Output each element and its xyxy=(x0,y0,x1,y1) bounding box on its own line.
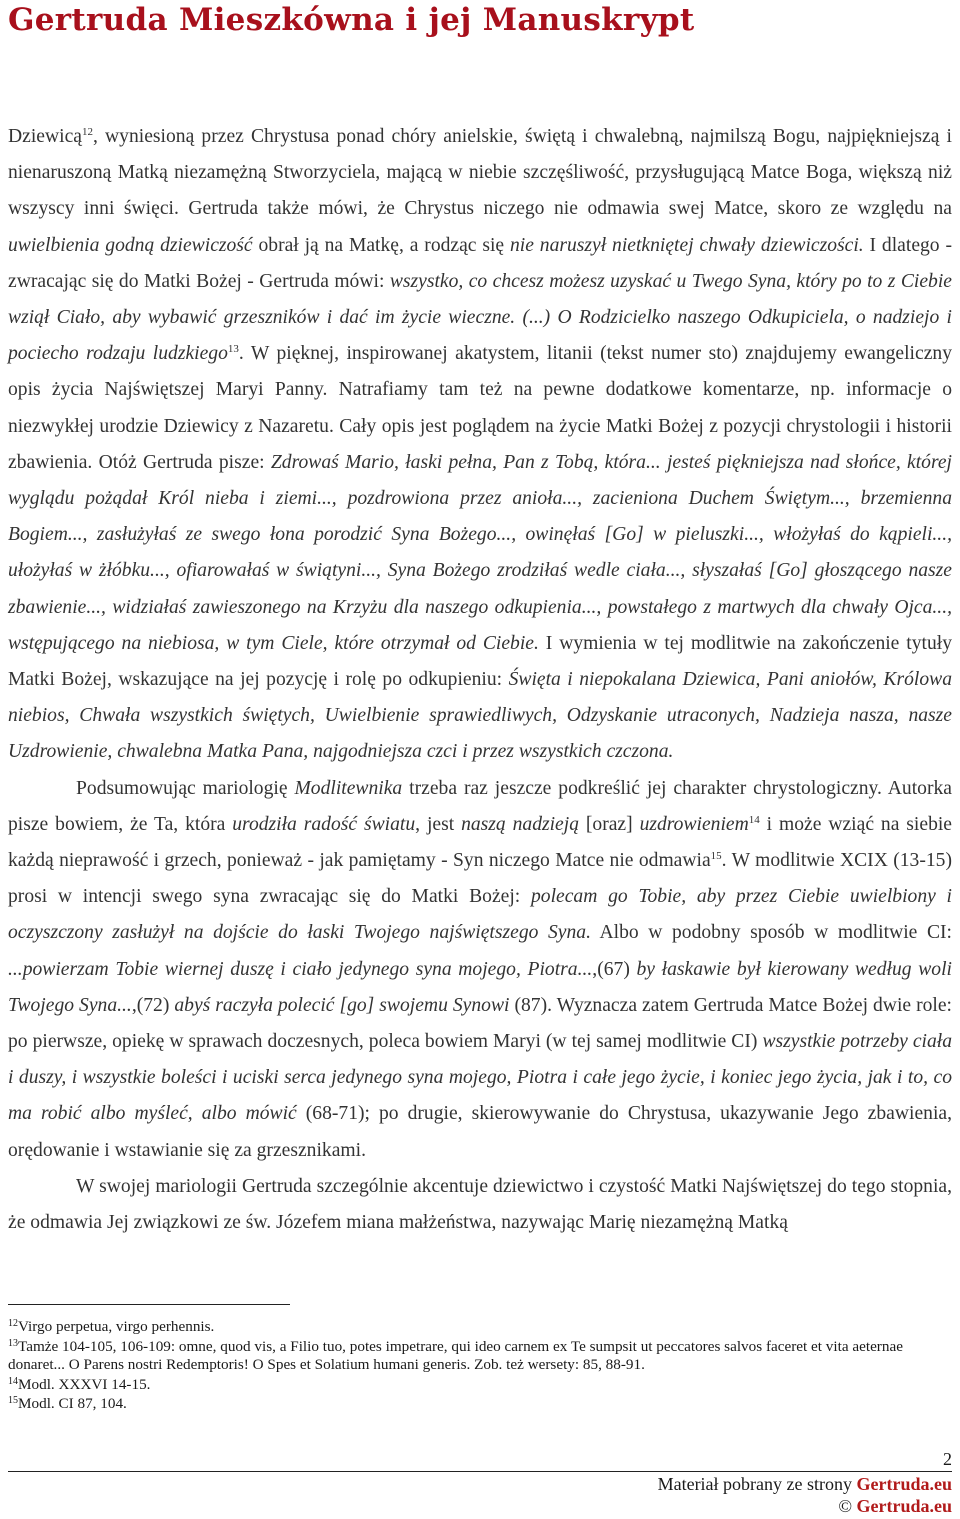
italic-text: Modlitewnika xyxy=(294,777,403,799)
footnote-text: Modl. XXXVI 14-15. xyxy=(18,1375,151,1393)
italic-text: Święta i niepokalana Dziewica, Pani aniołów, Królowa niebios, Chwała wszystkich świętych, Uwielbienie sprawiedliwych, Odzyskanie utraconych, Nadzieja nasza, nasze Uzdrowienie, chwalebna Matka Pana, najgodniejsza czci i przez wszystkich czczona. xyxy=(8,669,952,763)
copyright-symbol: © xyxy=(838,1496,857,1516)
text-run: I wymienia w tej modlitwie na zakończenie tytuły Matki Bożej, wskazujące na jej pozycję i rolę po odkupieniu: xyxy=(8,632,952,691)
text-run: (87). Wyznacza zatem Gertruda Matce Bożej dwie role: po pierwsze, opiekę w sprawach doczesnych, poleca bowiem Maryi (w tej samej modlitwie CI) xyxy=(8,994,952,1053)
italic-text: naszą nadzieją xyxy=(461,813,579,835)
italic-text: Zdrowaś Mario, łaski pełna, Pan z Tobą, która... jesteś piękniejsza nad słońce, której wyglądu pożądał Król nieba i ziemi..., pozdrowiona przez anioła..., zacieniona Duchem Świętym..., brzemienna Bogiem..., zasłużyłaś ze swego łona porodzić Syna Bożego..., owinęłaś [Go] w pieluszki..., włożyłaś do kąpieli..., ułożyłaś w żłóbku..., ofiarowałaś w świątyni..., Syna Bożego zrodziłaś wedle ciała..., słyszałaś [Go] głoszącego nasze zbawienie..., widziałaś zawieszonego na Krzyżu dla naszego odkupienia..., powstałego z martwych dla chwały Ojca..., wstępującego na niebiosa, w tym Ciele, które otrzymał od Ciebie. xyxy=(8,451,952,654)
footnote-number: 12 xyxy=(8,1318,18,1329)
italic-text: nie naruszył nietkniętej chwały dziewiczości. xyxy=(509,234,864,256)
article-body xyxy=(8,119,952,1241)
italic-text: abyś raczyła polecić [go] swojemu Synowi xyxy=(174,994,510,1016)
footnote-number: 13 xyxy=(8,1337,18,1349)
text-run: . W modlitwie XCIX (13-15) prosi w intencji swego syna zwracając się do Matki Bożej: xyxy=(8,850,952,908)
text-run: , jest xyxy=(415,813,462,835)
footnote-divider xyxy=(8,1304,290,1305)
footnotes xyxy=(8,1318,952,1415)
footnote xyxy=(8,1318,952,1336)
body-paragraph xyxy=(8,1169,952,1241)
footer-source xyxy=(658,1474,952,1495)
footnote-ref: 14 xyxy=(748,813,760,826)
text-run: i może wziąć na siebie każdą nieprawość i grzech, ponieważ - jak pamiętamy - Syn niczego Matce nie odmawia xyxy=(8,813,953,872)
footnote xyxy=(8,1395,952,1413)
text-run: . W pięknej, inspirowanej akatystem, litanii (tekst numer sto) znajdujemy ewangeliczny opis życia Najświętszej Maryi Panny. Natrafiamy tam też na pewne dodatkowe komentarze, np. informacje o niezwykłej urodzie Dziewicy z Nazaretu. Cały opis jest poglądem na życie Matki Bożej z pozycji chrystologii i historii zbawienia. Otóż Gertruda pisze: xyxy=(8,343,952,473)
footnote xyxy=(8,1338,952,1374)
footnote-text: Virgo perpetua, virgo perhennis. xyxy=(18,1318,215,1335)
footnote-text: Tamże 104-105, 106-109: omne, quod vis, a Filio tuo, potes impetrare, qui ideo carnem ex Te sumpsit ut peccatores salvos faceret et vita aeternae donaret... O Parens nostri Redemptoris! O Spes et Solatium humani generis. Zob. też wersety: 85, 88-91. xyxy=(8,1337,903,1373)
text-run: Albo w podobny sposób w modlitwie CI: xyxy=(590,922,952,944)
footnote-ref: 13 xyxy=(227,343,239,356)
body-paragraph xyxy=(8,119,952,771)
text-run: [oraz] xyxy=(579,813,640,835)
text-run: ,(72) xyxy=(131,994,175,1016)
text-run: (68-71); po drugie, skierowywanie do Chrystusa, ukazywanie Jego zbawienia, orędowanie i wstawianie się za grzesznikami. xyxy=(8,1103,952,1161)
italic-text: by łaskawie był kierowany według woli Twojego Syna... xyxy=(8,958,952,1016)
page-number: 2 xyxy=(943,1449,952,1469)
text-run: , wyniesioną przez Chrystusa ponad chóry anielskie, świętą i chwalebną, najmilszą Bogu, najpiękniejszą i nienaruszoną Matką niezamężną Stworzyciela, mającą w niebie szczęśliwość, przysługującą Matce Boga, większą niż wszyscy inni święci. Gertruda także mówi, że Chrystus niczego nie odmawia swej Matce, skoro ze względu na xyxy=(8,126,952,220)
footer-source-prefix: Materiał pobrany ze strony xyxy=(657,1474,857,1494)
footnote-text: Modl. CI 87, 104. xyxy=(18,1395,127,1413)
text-run: ,(67) xyxy=(592,958,637,980)
body-paragraph xyxy=(8,771,952,1169)
footnote-number: 15 xyxy=(8,1395,18,1407)
footer-copyright-link[interactable]: Gertruda.eu xyxy=(856,1496,952,1516)
text-run: Podsumowując mariologię xyxy=(76,777,295,799)
page-title: Gertruda Mieszkówna i jej Manuskrypt xyxy=(8,2,695,38)
italic-text: uzdrowieniem xyxy=(639,813,749,835)
footer-copyright xyxy=(838,1496,952,1517)
italic-text: ...powierzam Tobie wiernej duszę i ciało jedynego syna mojego, Piotra... xyxy=(8,958,593,980)
text-run: I dlatego - zwracając się do Matki Bożej - Gertruda mówi: xyxy=(8,234,952,292)
italic-text: uwielbienia godną dziewiczość xyxy=(8,234,253,256)
footer-divider xyxy=(8,1471,952,1472)
footnote xyxy=(8,1376,952,1394)
footnote-number: 14 xyxy=(8,1375,18,1387)
text-run: trzeba raz jeszcze podkreślić jej charakter chrystologiczny. Autorka pisze bowiem, że Ta, która xyxy=(8,777,952,835)
italic-text: wszystkie potrzeby ciała i duszy, i wszystkie boleści i uciski serca jedynego syna mojego, Piotra i całe jego życie, i koniec jego życia, jak i to, co ma robić albo myśleć, albo mówić xyxy=(8,1031,953,1125)
text-run: W swojej mariologii Gertruda szczególnie akcentuje dziewictwo i czystość Matki Najświętszej do tego stopnia, że odmawia Jej związkowi ze św. Józefem miana małżeństwa, nazywając Marię niezamężną Matką xyxy=(8,1175,952,1234)
footer-source-link[interactable]: Gertruda.eu xyxy=(856,1474,952,1494)
italic-text: wszystko, co chcesz możesz uzyskać u Twego Syna, który po to z Ciebie wziął Ciało, aby wybawić grzeszników i dać im życie wieczne. (...) O Rodzicielko naszego Odkupiciela, o nadziejo i pociecho rodzaju ludzkiego xyxy=(8,270,952,365)
text-run: obrał ją na Matkę, a rodząc się xyxy=(252,234,510,256)
italic-text: polecam go Tobie, aby przez Ciebie uwielbiony i oczyszczony zasłużył na dojście do łaski Twojego najświętszego Syna. xyxy=(8,886,952,944)
footnote-ref: 15 xyxy=(710,850,722,863)
footnote-ref: 12 xyxy=(81,126,93,138)
italic-text: urodziła radość światu xyxy=(232,813,416,835)
text-run: Dziewicą xyxy=(8,126,82,147)
